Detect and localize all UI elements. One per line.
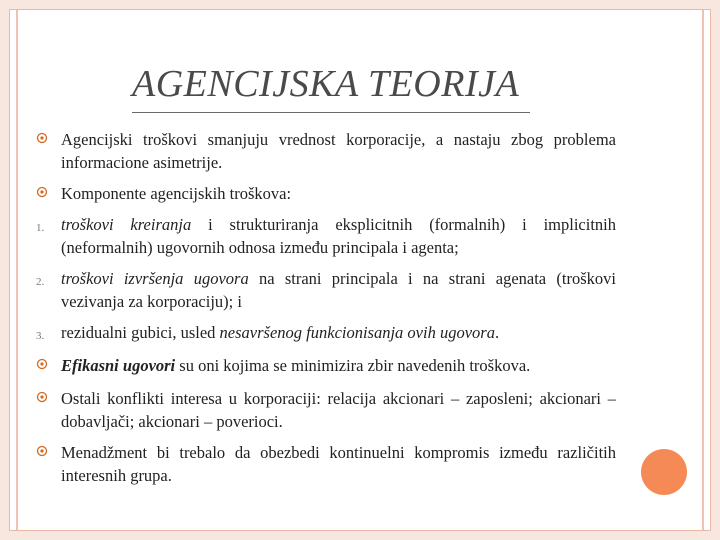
text-run: Ostali konflikti interesa u korporaciji: relacija akcionari – zaposleni; akcionari – dobavljači; akcionari – poverioci. [61,389,616,431]
text-run: Komponente agencijskih troškova: [61,184,292,203]
text-run: rezidualni gubici, usled [61,323,220,342]
text-run: . [494,323,500,342]
list-item-text [61,321,616,344]
text-run: nesavršenog funkcionisanja ovih ugovora [219,323,495,342]
text-run: Agencijski troškovi smanjuju vrednost korporacije, a nastaju zbog problema informacione asimetrije. [61,130,616,172]
text-run: Efikasni ugovori [61,356,176,375]
right-border-line [702,10,704,530]
list-item [36,441,616,487]
list-item [36,182,616,205]
slide-title: AGENCIJSKA TEORIJA [132,63,520,105]
list-item [36,213,616,259]
list-number: 2. [36,276,45,288]
list-item-text [61,182,616,205]
decorative-circle [641,449,687,495]
list-item-text [61,213,616,259]
text-run: Menadžment bi trebalo da obezbedi kontinuelni kompromis između različitih interesnih grupa. [61,443,616,485]
text-run: na strani principala i na strani agenata (troškovi vezivanja za korporaciju); i [61,269,616,311]
title-underline [132,112,530,113]
bullet-icon [36,130,50,148]
list-item [36,354,616,377]
list-item [36,387,616,433]
bullet-icon [36,184,50,202]
list-item-text [61,354,616,377]
left-border-line [16,10,18,530]
text-run: troškovi kreiranja [61,215,192,234]
bullet-icon [36,443,50,461]
list-item [36,267,616,313]
text-run: i strukturiranja eksplicitnih (formalnih) i implicitnih (neformalnih) ugovornih odnosa između principala i agenta; [61,215,616,257]
list-item-text [61,267,616,313]
list-number: 3. [36,330,45,342]
list-item [36,128,616,174]
bullet-icon [36,356,50,374]
text-run: troškovi izvršenja ugovora [61,269,249,288]
list-number: 1. [36,222,45,234]
bullet-icon [36,389,50,407]
title-block [132,62,519,106]
list-item-text [61,387,616,433]
bullet-list [36,128,616,495]
list-item-text [61,128,616,174]
list-item [36,321,616,344]
list-item-text [61,441,616,487]
text-run: su oni kojima se minimizira zbir navedenih troškova. [175,356,531,375]
